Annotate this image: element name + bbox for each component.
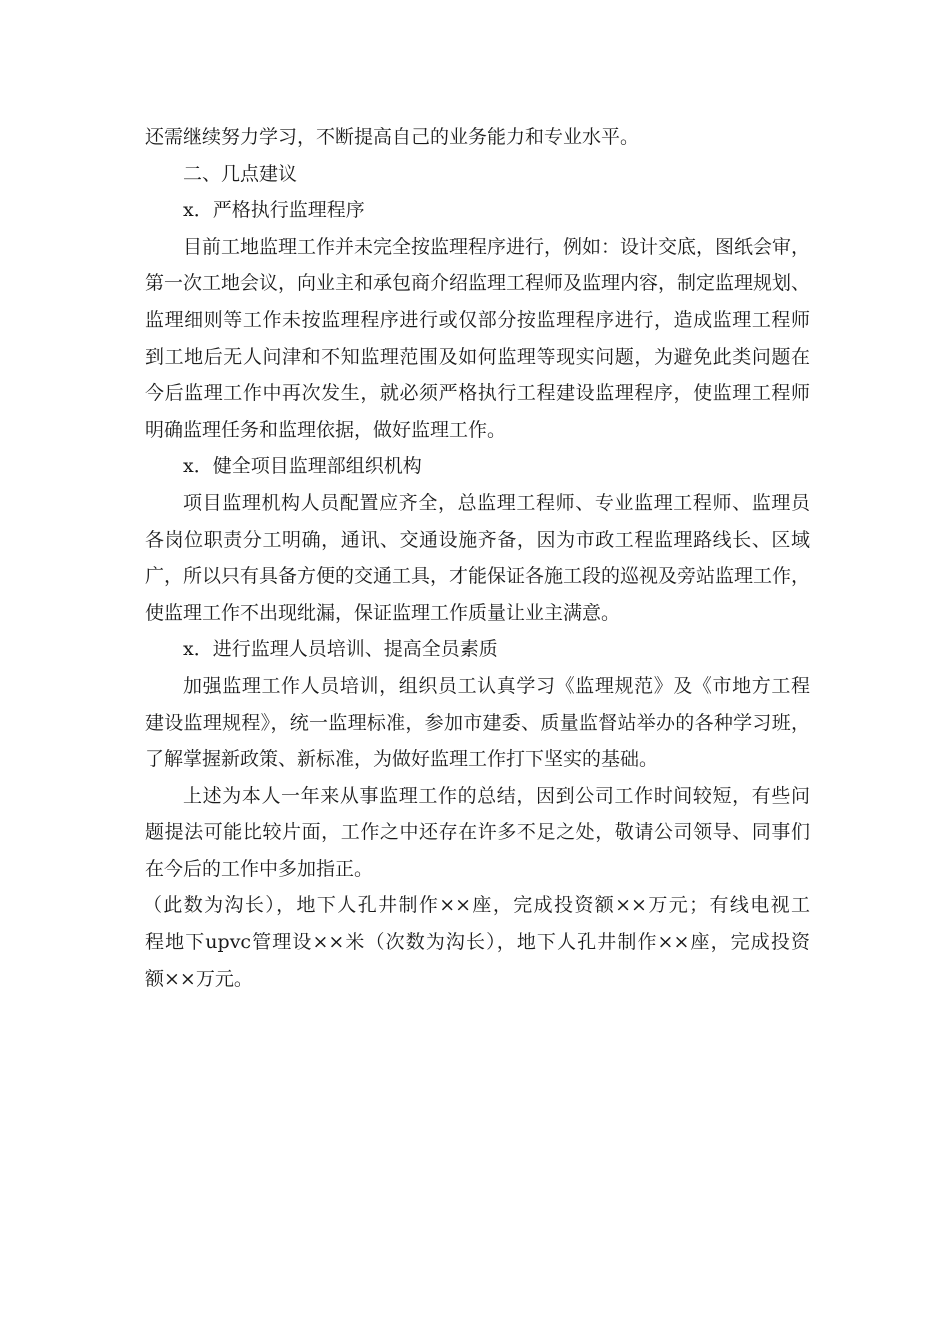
text-line: 使监理工作不出现纰漏，保证监理工作质量让业主满意。 — [145, 601, 621, 624]
text-line: 程地下upvc管理设××米（次数为沟长），地下人孔井制作××座，完成投资 — [145, 931, 810, 954]
text-line: 在今后的工作中多加指正。 — [145, 857, 374, 880]
text-line: 题提法可能比较片面，工作之中还存在许多不足之处，敬请公司领导、同事们 — [145, 821, 810, 844]
text-line: 各岗位职责分工明确，通讯、交通设施齐备，因为市政工程监理路线长、区域 — [145, 528, 810, 551]
text-line: 今后监理工作中再次发生，就必须严格执行工程建设监理程序，使监理工程师 — [145, 382, 810, 405]
text-line: 到工地后无人问津和不知监理范围及如何监理等现实问题，为避免此类问题在 — [145, 345, 810, 368]
document-body — [145, 119, 810, 997]
text-line: 额××万元。 — [145, 967, 253, 990]
text-line: 了解掌握新政策、新标准，为做好监理工作打下坚实的基础。 — [145, 748, 659, 771]
text-line: （此数为沟长），地下人孔井制作××座，完成投资额××万元；有线电视工 — [143, 894, 810, 917]
subsection-heading: x．健全项目监理部组织机构 — [183, 455, 422, 478]
section-heading: 二、几点建议 — [183, 162, 298, 185]
text-line: 上述为本人一年来从事监理工作的总结，因到公司工作时间较短，有些问 — [183, 784, 810, 807]
text-line: 还需继续努力学习，不断提高自己的业务能力和专业水平。 — [145, 126, 640, 148]
text-line: 项目监理机构人员配置应齐全，总监理工程师、专业监理工程师、监理员 — [183, 491, 810, 514]
text-line: 目前工地监理工作并未完全按监理程序进行，例如：设计交底，图纸会审， — [183, 235, 810, 258]
subsection-heading: x．严格执行监理程序 — [183, 199, 365, 222]
text-line: 加强监理工作人员培训，组织员工认真学习《监理规范》及《市地方工程 — [183, 674, 810, 697]
subsection-heading: x．进行监理人员培训、提高全员素质 — [183, 638, 498, 661]
text-line: 监理细则等工作未按监理程序进行或仅部分按监理程序进行，造成监理工程师 — [145, 308, 810, 331]
text-line: 第一次工地会议，向业主和承包商介绍监理工程师及监理内容，制定监理规划、 — [145, 272, 810, 295]
text-line: 建设监理规程》，统一监理标准，参加市建委、质量监督站举办的各种学习班， — [145, 711, 810, 734]
text-line: 广，所以只有具备方便的交通工具，才能保证各施工段的巡视及旁站监理工作， — [145, 565, 810, 588]
text-line: 明确监理任务和监理依据，做好监理工作。 — [145, 418, 507, 441]
